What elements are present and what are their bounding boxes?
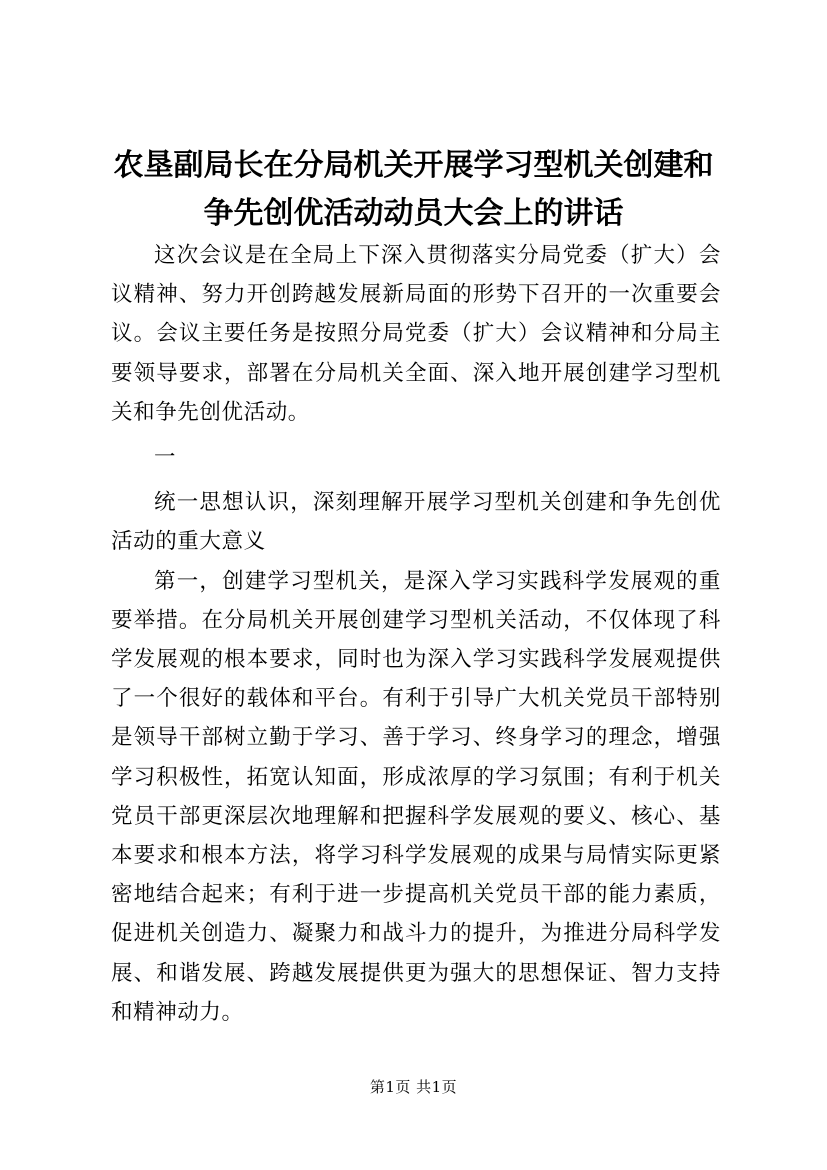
intro-paragraph: 这次会议是在全局上下深入贯彻落实分局党委（扩大）会议精神、努力开创跨越发展新局面的形势下召开的一次重要会议。会议主要任务是按照分局党委（扩大）会议精神和分局主要领导要求，部署在分局机关全面、深入地开展创建学习型机关和争先创优活动。: [111, 243, 721, 425]
body-paragraph: 第一，创建学习型机关，是深入学习实践科学发展观的重要举措。在分局机关开展创建学习型机关活动，不仅体现了科学发展观的根本要求，同时也为深入学习实践科学发展观提供了一个很好的载体和平台。有利于引导广大机关党员干部特别是领导干部树立勤于学习、善于学习、终身学习的理念，增强学习积极性，拓宽认知面，形成浓厚的学习氛围；有利于机关党员干部更深层次地理解和把握科学发展观的要义、核心、基本要求和根本方法，将学习科学发展观的成果与局情实际更紧密地结合起来；有利于进一步提高机关党员干部的能力素质，促进机关创造力、凝聚力和战斗力的提升，为推进分局科学发展、和谐发展、跨越发展提供更为强大的思想保证、智力支持和精神动力。: [111, 568, 721, 1025]
section-number: 一: [154, 445, 177, 471]
section-heading: 统一思想认识，深刻理解开展学习型机关创建和争先创优活动的重大意义: [111, 490, 721, 555]
document-title: [100, 142, 727, 238]
title-line-2: 争先创优活动动员大会上的讲话: [203, 196, 624, 231]
title-line-1: 农垦副局长在分局机关开展学习型机关创建和: [113, 148, 714, 183]
document-body: [111, 236, 721, 1032]
page-footer: 第1页 共1页: [369, 1078, 458, 1096]
